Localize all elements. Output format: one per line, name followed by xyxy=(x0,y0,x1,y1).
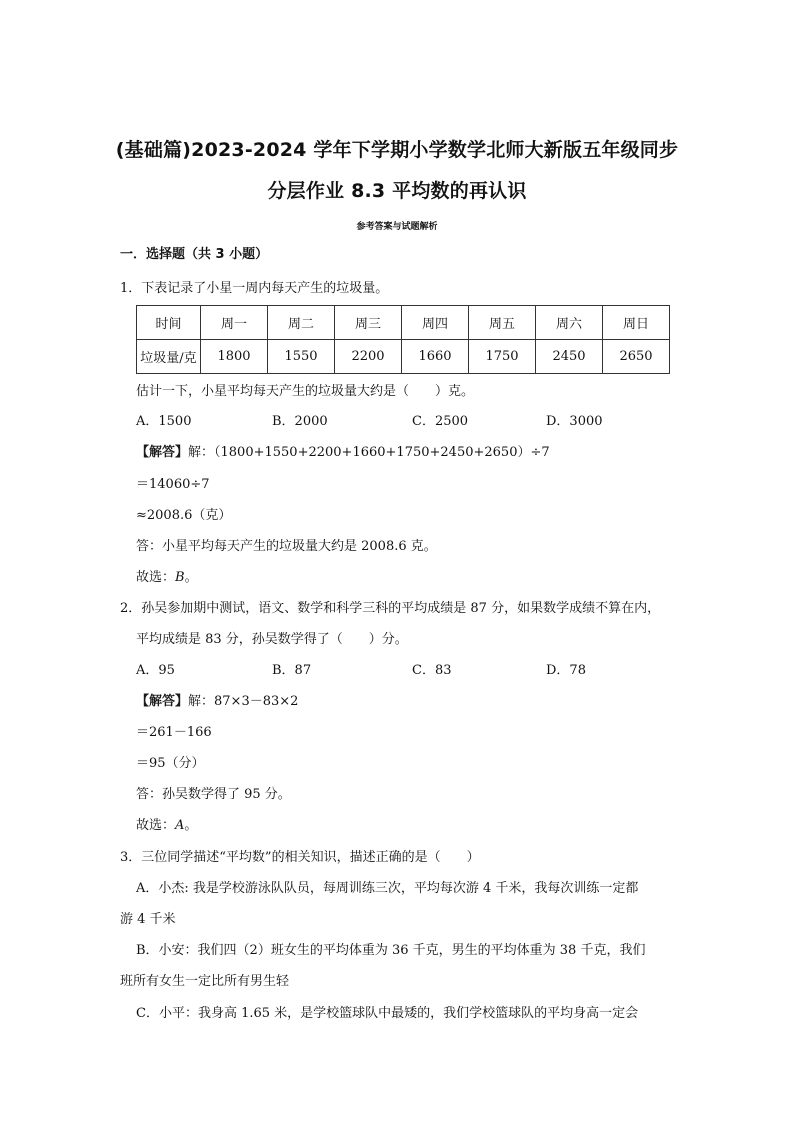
doc-title-line1: (基础篇)2023-2024 学年下学期小学数学北师大新版五年级同步 xyxy=(115,139,679,161)
doc-subtitle: 参考答案与试题解析 xyxy=(356,222,438,232)
table-cell: 周五 xyxy=(469,306,536,340)
answer-tag: 【解答】 xyxy=(136,694,189,709)
q1-option-d: D．3000 xyxy=(546,414,603,429)
q3-option-c-line1: C．小平：我身高 1.65 米，是学校篮球队中最矮的，我们学校篮球队的平均身高一定会 xyxy=(136,1006,639,1021)
q3-option-b-line2: 班所有女生一定比所有男生轻 xyxy=(120,974,290,989)
q1-sol1: 解：（1800+1550+2200+1660+1750+2450+2650）÷7 xyxy=(188,445,550,460)
q1-answer: 答：小星平均每天产生的垃圾量大约是 2008.6 克。 xyxy=(136,539,437,554)
choice-suffix: 。 xyxy=(184,818,198,833)
table-cell: 1660 xyxy=(402,340,469,374)
q1-choice xyxy=(136,569,198,587)
table-cell: 2450 xyxy=(536,340,603,374)
q2-solution-line1 xyxy=(136,693,298,711)
table-cell: 周六 xyxy=(536,306,603,340)
q2-option-d: D．78 xyxy=(546,663,586,678)
q1-solution-line2: ＝14060÷7 xyxy=(136,477,210,492)
q2-solution-line2: ＝261－166 xyxy=(136,725,212,740)
choice-letter: B xyxy=(175,570,185,585)
table-row xyxy=(137,306,670,340)
q1-option-a: A．1500 xyxy=(136,414,192,429)
q2-sol1: 解：87×3－83×2 xyxy=(188,694,299,709)
table-cell: 周二 xyxy=(268,306,335,340)
table-row xyxy=(137,340,670,374)
table-cell: 周四 xyxy=(402,306,469,340)
table-cell: 2650 xyxy=(603,340,670,374)
q2-option-c: C．83 xyxy=(412,663,452,678)
q2-stem-line2: 平均成绩是 83 分，孙吴数学得了（ ）分。 xyxy=(136,632,408,647)
doc-title-line2: 分层作业 8.3 平均数的再认识 xyxy=(267,180,527,202)
choice-suffix: 。 xyxy=(184,570,198,585)
choice-prefix: 故选： xyxy=(136,570,176,585)
table-cell: 周一 xyxy=(201,306,268,340)
section-heading: 一．选择题（共 3 小题） xyxy=(120,247,269,262)
answer-tag: 【解答】 xyxy=(136,445,189,460)
q2-stem-line1: 2．孙吴参加期中测试，语文、数学和科学三科的平均成绩是 87 分，如果数学成绩不算在内， xyxy=(120,601,661,616)
q2-answer: 答：孙吴数学得了 95 分。 xyxy=(136,787,291,802)
q2-option-b: B．87 xyxy=(272,663,312,678)
q1-option-c: C．2500 xyxy=(412,414,469,429)
table-cell: 周日 xyxy=(603,306,670,340)
q2-option-a: A．95 xyxy=(136,663,175,678)
q3-option-a-line2: 游 4 千米 xyxy=(120,912,176,927)
q3-option-b-line1: B．小安：我们四（2）班女生的平均体重为 36 千克，男生的平均体重为 38 千克，我们 xyxy=(136,943,646,958)
q1-garbage-table xyxy=(136,305,670,374)
q3-option-a-line1: A．小杰: 我是学校游泳队队员，每周训练三次，平均每次游 4 千米，我每次训练一定都 xyxy=(136,881,639,896)
table-cell: 1800 xyxy=(201,340,268,374)
q1-option-b: B．2000 xyxy=(272,414,328,429)
q2-solution-line3: ＝95（分） xyxy=(136,756,205,771)
table-cell: 周三 xyxy=(335,306,402,340)
q2-choice xyxy=(136,817,197,835)
choice-prefix: 故选： xyxy=(136,818,176,833)
table-cell: 1750 xyxy=(469,340,536,374)
q3-stem: 3．三位同学描述“平均数”的相关知识，描述正确的是（ ） xyxy=(120,850,480,865)
table-cell: 垃圾量/克 xyxy=(137,340,201,374)
choice-letter: A xyxy=(175,818,185,833)
table-cell: 2200 xyxy=(335,340,402,374)
q1-solution-line3: ≈2008.6（克） xyxy=(136,508,232,523)
q1-solution-line1 xyxy=(136,444,550,462)
table-cell: 1550 xyxy=(268,340,335,374)
table-cell: 时间 xyxy=(137,306,201,340)
q1-stem: 1．下表记录了小星一周内每天产生的垃圾量。 xyxy=(120,281,389,296)
q1-question: 估计一下，小星平均每天产生的垃圾量大约是（ ）克。 xyxy=(136,384,475,399)
